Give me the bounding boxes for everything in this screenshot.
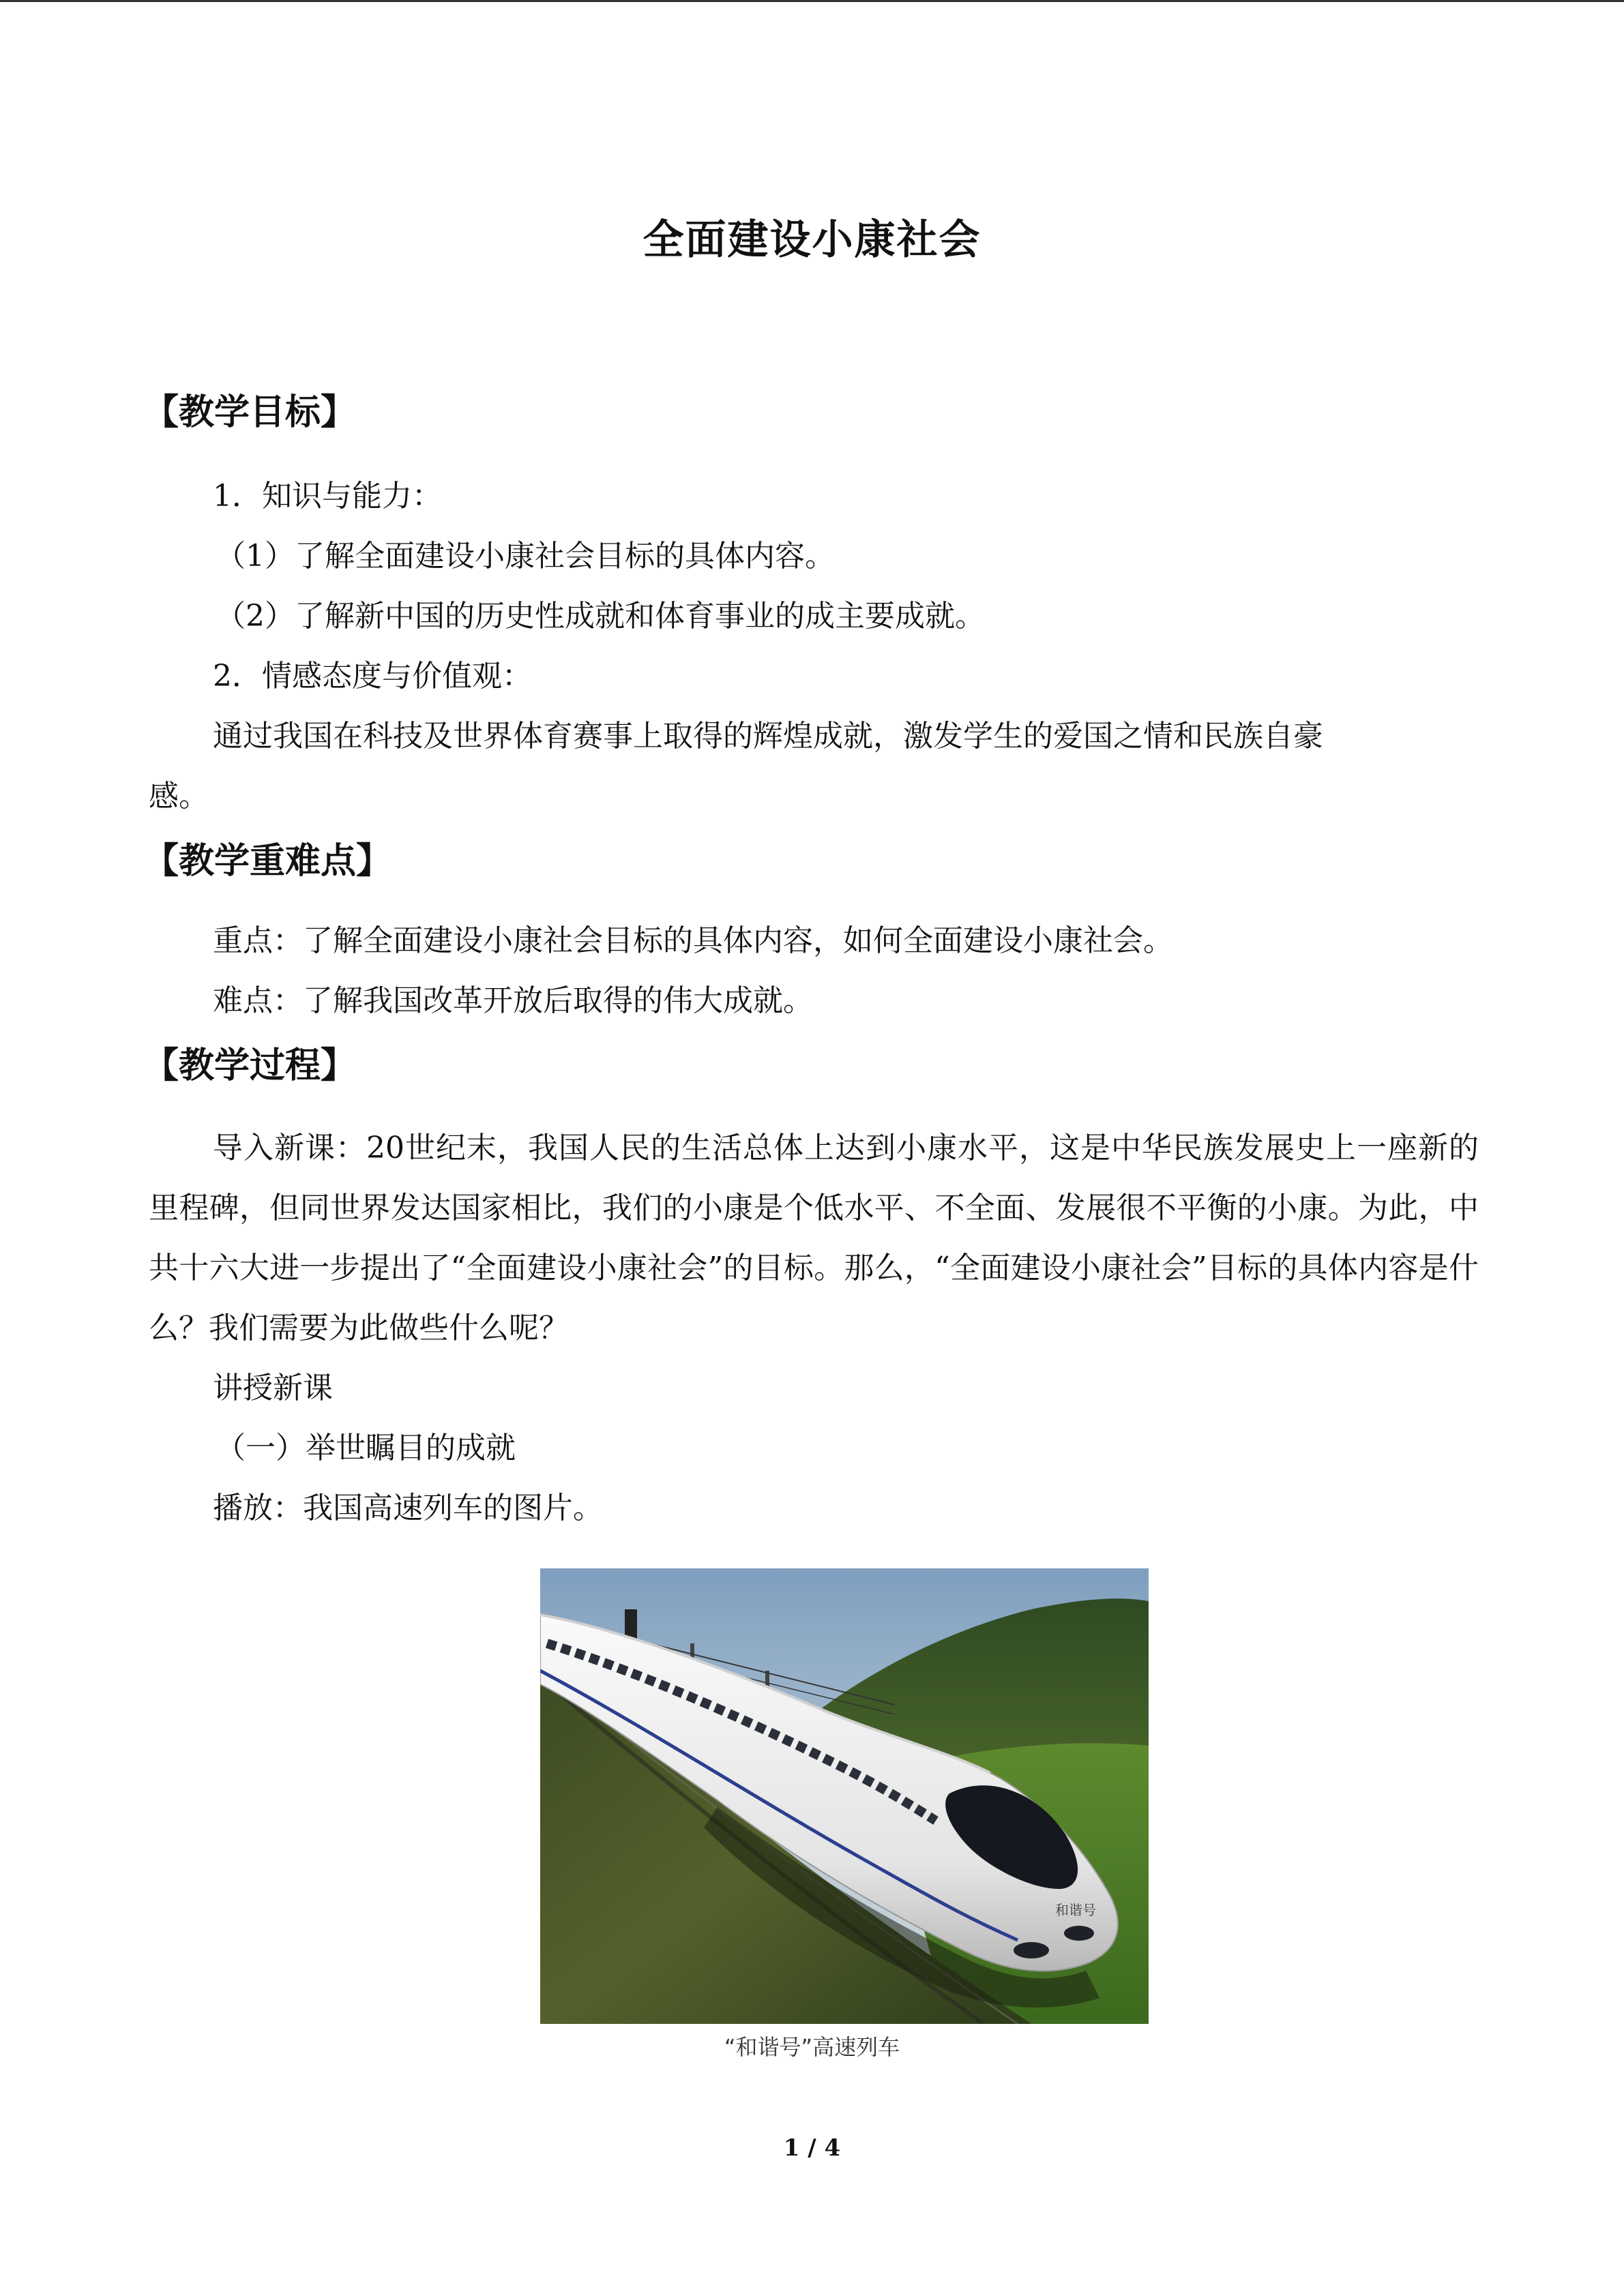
process-new-lesson: 讲授新课 — [213, 1371, 333, 1405]
process-play: 播放：我国高速列车的图片。 — [213, 1491, 603, 1525]
heading-process: 【教学过程】 — [143, 1045, 357, 1086]
train-photo — [540, 1568, 1149, 2024]
train-logo-text: 和谐号 — [1055, 1902, 1096, 1918]
page-number: 1 / 4 — [783, 2134, 841, 2162]
heading-keypoints: 【教学重难点】 — [143, 841, 392, 882]
objective-item-attitude: 2．情感态度与价值观： — [213, 659, 532, 694]
process-intro-paragraph: 导入新课：20世纪末，我国人民的生活总体上达到小康水平，这是中华民族发展史上一座新的里程碑，但同世界发达国家相比，我们的小康是个低水平、不全面、发展很不平衡的小康。为此，中共十六大进一步提出了“全面建设小康社会”的目标。那么，“全面建设小康社会”目标的具体内容是什么？我们需要为此做些什么呢？ — [149, 1131, 1479, 1345]
figure-caption: “和谐号”高速列车 — [724, 2034, 900, 2060]
process-part-1: （一）举世瞩目的成就 — [216, 1431, 516, 1465]
objective-paragraph-line-2: 感。 — [149, 779, 209, 814]
objective-item-knowledge: 1．知识与能力： — [213, 479, 442, 513]
train-illustration — [540, 1568, 1149, 2024]
document-title: 全面建设小康社会 — [643, 216, 981, 264]
objective-paragraph-line-1: 通过我国在科技及世界体育赛事上取得的辉煌成就，激发学生的爱国之情和民族自豪 — [213, 719, 1323, 754]
objective-sub-2: （2）了解新中国的历史性成就和体育事业的成主要成就。 — [216, 599, 985, 633]
objective-sub-1: （1）了解全面建设小康社会目标的具体内容。 — [216, 539, 835, 573]
heading-objectives: 【教学目标】 — [143, 392, 357, 433]
keypoint-difficult: 难点：了解我国改革开放后取得的伟大成就。 — [213, 983, 813, 1018]
keypoint-key: 重点：了解全面建设小康社会目标的具体内容，如何全面建设小康社会。 — [213, 923, 1173, 958]
